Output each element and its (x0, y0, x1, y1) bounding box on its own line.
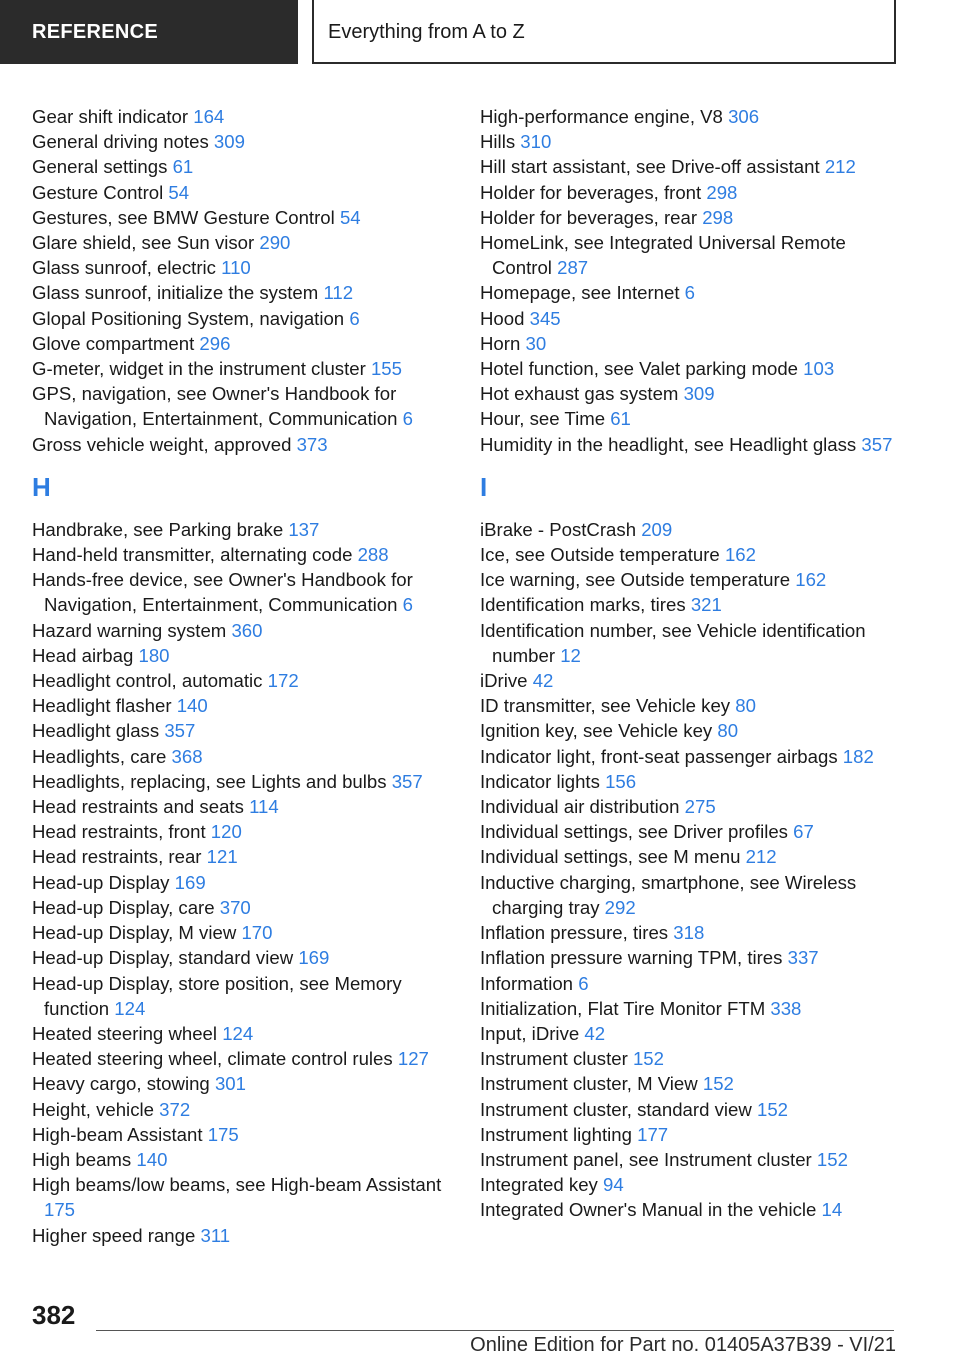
index-entry (480, 432, 900, 457)
page-reference-link[interactable]: 127 (397, 1048, 429, 1070)
index-entry-text: Instrument cluster, M View (480, 1073, 698, 1095)
index-entry-text: Homepage, see Internet (480, 282, 680, 304)
index-entry-text: Initialization, Flat Tire Monitor FTM (480, 997, 766, 1019)
index-entry-text: High beams/low beams, see High-beam Assistant (32, 1174, 442, 1196)
index-entry (480, 381, 900, 406)
page-reference-link[interactable]: 318 (673, 922, 705, 944)
index-entry-text: Inflation pressure warning TPM, tires (480, 947, 783, 969)
page-reference-link[interactable]: 6 (402, 594, 413, 616)
index-entry (32, 180, 452, 205)
index-entry (480, 945, 900, 970)
page-reference-link[interactable]: 169 (298, 947, 330, 969)
page-reference-link[interactable]: 112 (323, 282, 354, 304)
index-entry-text: Head-up Display, store position, see Memory function (32, 972, 402, 1019)
page-reference-link[interactable]: 6 (684, 282, 696, 304)
index-entry-text: Individual settings, see Driver profiles (480, 821, 788, 843)
index-entry (480, 356, 900, 381)
index-entry-text: High-beam Assistant (32, 1123, 203, 1145)
page-reference-link[interactable]: 110 (221, 257, 251, 279)
index-entry-text: iBrake - PostCrash (480, 518, 637, 540)
index-entry-text: Glove compartment (32, 332, 195, 354)
index-entry-text: Height, vehicle (32, 1098, 154, 1120)
page-reference-link[interactable]: 310 (520, 131, 552, 153)
page-reference-link[interactable]: 372 (159, 1098, 191, 1120)
index-entry (32, 255, 452, 280)
index-entry (32, 331, 452, 356)
index-entry (32, 945, 452, 970)
index-entry-text: Head restraints, rear (32, 846, 202, 868)
index-entry-text: Glass sunroof, initialize the system (32, 282, 319, 304)
page-reference-link[interactable]: 61 (610, 408, 631, 430)
index-entry-text: Head restraints, front (32, 821, 206, 843)
page-reference-link[interactable]: 296 (199, 332, 231, 354)
index-entry (480, 819, 900, 844)
edition-note: Online Edition for Part no. 01405A37B39 - VI/21 (470, 1334, 896, 1356)
page-reference-link[interactable]: 124 (114, 997, 146, 1019)
section-tab (0, 0, 298, 64)
page-reference-link[interactable]: 338 (770, 997, 802, 1019)
index-entry (32, 718, 452, 743)
page-reference-link[interactable]: 311 (200, 1224, 231, 1246)
index-entry-text: Individual settings, see M menu (480, 846, 741, 868)
page-reference-link[interactable]: 209 (641, 518, 673, 540)
index-entry (32, 895, 452, 920)
page-reference-link[interactable]: 67 (793, 821, 814, 843)
page-reference-link[interactable]: 137 (288, 518, 320, 540)
index-entry (480, 769, 900, 794)
index-entry-text: Indicator light, front-seat passenger airbags (480, 745, 838, 767)
page-reference-link[interactable]: 175 (44, 1199, 76, 1221)
page-reference-link[interactable]: 212 (824, 156, 856, 178)
index-entry-text: Inductive charging, smartphone, see Wireless charging tray (480, 871, 857, 918)
index-entry (32, 432, 452, 457)
index-entry-text: General settings (32, 156, 168, 178)
index-entry-text: Ignition key, see Vehicle key (480, 720, 713, 742)
index-entry-text: Hands-free device, see Owner's Handbook for Navigation, Entertainment, Communication (32, 569, 413, 616)
index-entry-text: Hotel function, see Valet parking mode (480, 358, 798, 380)
index-entry-text: Head-up Display, care (32, 896, 215, 918)
index-entry (32, 154, 452, 179)
index-entry-text: Indicator lights (480, 770, 600, 792)
index-entry (480, 996, 900, 1021)
page-reference-link[interactable]: 94 (603, 1174, 624, 1196)
index-letter-heading: H (32, 471, 51, 502)
index-entry (32, 280, 452, 305)
index-entry-text: Head-up Display (32, 871, 170, 893)
page-reference-link[interactable]: 170 (241, 922, 273, 944)
page-reference-link[interactable]: 212 (745, 846, 777, 868)
index-entry-text: Headlight flasher (32, 695, 172, 717)
index-entry-text: Gear shift indicator (32, 106, 189, 127)
page-reference-link[interactable]: 309 (213, 131, 245, 153)
page-reference-link[interactable]: 61 (172, 156, 194, 178)
page-reference-link[interactable]: 345 (529, 307, 561, 329)
index-entry-text: Higher speed range (32, 1224, 196, 1246)
index-entry (32, 744, 452, 769)
page-reference-link[interactable]: 180 (138, 644, 170, 666)
index-entry-text: HomeLink, see Integrated Universal Remote Control (480, 232, 846, 279)
index-entry-text: Headlight glass (32, 720, 160, 742)
index-entry-text: High beams (32, 1148, 132, 1170)
index-entry (32, 306, 452, 331)
index-entry (32, 769, 452, 794)
page-reference-link[interactable]: 290 (259, 232, 291, 254)
index-entry-text: G-meter, widget in the instrument cluster (32, 358, 366, 380)
page-reference-link[interactable]: 357 (861, 433, 893, 455)
section-label: REFERENCE (32, 21, 159, 43)
page-reference-link[interactable]: 177 (637, 1123, 669, 1145)
footer-divider (96, 1330, 894, 1331)
index-column-right (480, 104, 900, 1223)
page-reference-link[interactable]: 309 (683, 383, 715, 405)
index-entry (480, 844, 900, 869)
index-entry-text: Glare shield, see Sun visor (32, 232, 255, 254)
page-reference-link[interactable]: 114 (249, 796, 279, 818)
index-entry (480, 205, 900, 230)
page-reference-link[interactable]: 360 (231, 619, 263, 641)
page-reference-link[interactable]: 373 (296, 433, 328, 455)
index-entry (32, 1097, 452, 1122)
index-entry (480, 1021, 900, 1046)
page-reference-link[interactable]: 162 (724, 544, 756, 566)
index-entry-text: Integrated Owner's Manual in the vehicle (480, 1199, 817, 1221)
page-reference-link[interactable]: 30 (525, 332, 547, 354)
index-entry-text: Headlights, care (32, 745, 167, 767)
index-entry-text: Hood (480, 307, 525, 329)
page-reference-link[interactable]: 169 (174, 871, 206, 893)
index-entry-text: Inflation pressure, tires (480, 922, 669, 944)
page-reference-link[interactable]: 152 (632, 1048, 664, 1070)
index-entry-text: Instrument lighting (480, 1123, 632, 1145)
index-entry (32, 230, 452, 255)
page-reference-link[interactable]: 357 (164, 720, 196, 742)
index-entry (32, 1147, 452, 1172)
index-entry (480, 718, 900, 743)
index-entry (480, 129, 900, 154)
index-entry-text: Identification number, see Vehicle identification number (480, 619, 866, 666)
index-entry (32, 205, 452, 230)
index-entry (480, 1046, 900, 1071)
index-entry (32, 668, 452, 693)
page-reference-link[interactable]: 152 (702, 1073, 734, 1095)
index-entry (32, 517, 452, 542)
index-entry-text: Gross vehicle weight, approved (32, 433, 292, 455)
index-entry (480, 693, 900, 718)
page-reference-link[interactable]: 321 (690, 594, 722, 616)
page-reference-link[interactable]: 175 (207, 1123, 239, 1145)
page-reference-link[interactable]: 370 (219, 896, 251, 918)
index-entry (480, 1172, 900, 1197)
index-entry-text: Head-up Display, M view (32, 922, 237, 944)
index-entry (480, 104, 900, 129)
index-entry (480, 1071, 900, 1096)
page-reference-link[interactable]: 6 (578, 972, 589, 994)
page-reference-link[interactable]: 103 (803, 358, 835, 380)
index-entry (32, 129, 452, 154)
page-reference-link[interactable]: 42 (532, 670, 554, 692)
index-entry-text: Heated steering wheel (32, 1022, 218, 1044)
index-entry-text: Headlight control, automatic (32, 670, 263, 692)
index-entry-text: High-performance engine, V8 (480, 106, 723, 127)
page-reference-link[interactable]: 156 (605, 770, 637, 792)
index-entry-text: Gestures, see BMW Gesture Control (32, 206, 335, 228)
page-reference-link[interactable]: 6 (349, 307, 360, 329)
index-entry-text: Heated steering wheel, climate control rules (32, 1048, 393, 1070)
index-entry-text: Handbrake, see Parking brake (32, 518, 284, 540)
index-entry (32, 971, 452, 1021)
index-entry (480, 542, 900, 567)
index-entry (32, 1046, 452, 1071)
page-reference-link[interactable]: 124 (222, 1022, 254, 1044)
page-reference-link[interactable]: 14 (821, 1199, 843, 1221)
page-reference-link[interactable]: 54 (339, 206, 361, 228)
index-entry (32, 643, 452, 668)
page-reference-link[interactable]: 54 (168, 181, 190, 203)
page-reference-link[interactable]: 298 (706, 181, 738, 203)
index-entry-text: Horn (480, 332, 521, 354)
index-entry (480, 744, 900, 769)
page-reference-link[interactable]: 292 (604, 896, 636, 918)
index-entry (480, 567, 900, 592)
index-entry-text: Hand-held transmitter, alternating code (32, 544, 353, 566)
page-reference-link[interactable]: 140 (176, 695, 208, 717)
page-reference-link[interactable]: 42 (584, 1022, 606, 1044)
index-entry-text: Ice, see Outside temperature (480, 544, 720, 566)
index-entry (32, 794, 452, 819)
index-entry (480, 592, 900, 617)
index-entry-text: Identification marks, tires (480, 594, 686, 616)
page-reference-link[interactable]: 120 (210, 821, 242, 843)
index-entry-text: Head restraints and seats (32, 796, 244, 818)
page-header (312, 0, 896, 64)
index-entry-text: iDrive (480, 670, 528, 692)
page-title: Everything from A to Z (328, 21, 525, 43)
index-entry (480, 180, 900, 205)
index-entry-text: Humidity in the headlight, see Headlight glass (480, 433, 857, 455)
index-entry (32, 381, 452, 431)
index-entry-text: Holder for beverages, front (480, 181, 702, 203)
index-entry-text: Individual air distribution (480, 796, 680, 818)
index-entry-text: Glass sunroof, electric (32, 257, 216, 279)
index-entry-text: Integrated key (480, 1174, 598, 1196)
page-reference-link[interactable]: 140 (136, 1148, 168, 1170)
index-entry (480, 230, 900, 280)
index-entry-text: Ice warning, see Outside temperature (480, 569, 791, 591)
index-entry-text: Hills (480, 131, 516, 153)
index-entry (32, 567, 452, 617)
index-entry (480, 668, 900, 693)
page-reference-link[interactable]: 288 (357, 544, 389, 566)
index-entry-text: Information (480, 972, 574, 994)
page-number: 382 (32, 1300, 76, 1330)
index-entry-text: Hot exhaust gas system (480, 383, 679, 405)
index-entry (32, 1223, 452, 1248)
index-entry (32, 1021, 452, 1046)
index-entry (480, 154, 900, 179)
index-entry (480, 331, 900, 356)
page-reference-link[interactable]: 121 (206, 846, 238, 868)
page-reference-link[interactable]: 287 (557, 257, 589, 279)
index-entry-text: Headlights, replacing, see Lights and bulbs (32, 770, 387, 792)
index-entry-text: Gesture Control (32, 181, 164, 203)
index-letter-heading: I (480, 471, 488, 502)
index-entry-text: Heavy cargo, stowing (32, 1073, 210, 1095)
page-reference-link[interactable]: 80 (735, 695, 756, 717)
index-entry (480, 1097, 900, 1122)
index-entry-text: Head-up Display, standard view (32, 947, 294, 969)
index-entry (32, 104, 452, 129)
index-entry (480, 306, 900, 331)
index-entry-text: ID transmitter, see Vehicle key (480, 695, 731, 717)
index-entry (32, 1071, 452, 1096)
index-entry-text: Instrument cluster, standard view (480, 1098, 752, 1120)
page-reference-link[interactable]: 152 (756, 1098, 789, 1120)
index-entry (32, 356, 452, 381)
page-reference-link[interactable]: 301 (214, 1073, 246, 1095)
index-entry (32, 1172, 452, 1222)
index-entry-text: Glopal Positioning System, navigation (32, 307, 345, 329)
index-entry-text: Holder for beverages, rear (480, 206, 698, 228)
page-reference-link[interactable]: 298 (702, 206, 734, 228)
index-entry (32, 693, 452, 718)
index-entry (480, 1147, 900, 1172)
index-entry (480, 406, 900, 431)
index-entry (32, 1122, 452, 1147)
index-entry-text: General driving notes (32, 131, 209, 153)
index-entry-text: Head airbag (32, 644, 134, 666)
index-entry-text: Hour, see Time (480, 408, 606, 430)
index-entry (480, 618, 900, 668)
page-reference-link[interactable]: 162 (795, 569, 827, 591)
index-column-left (32, 104, 452, 1248)
page-reference-link[interactable]: 368 (171, 745, 203, 767)
index-entry (32, 542, 452, 567)
index-entry-text: Instrument cluster (480, 1048, 628, 1070)
page-reference-link[interactable]: 182 (842, 745, 874, 767)
page-reference-link[interactable]: 172 (267, 670, 299, 692)
page-reference-link[interactable]: 12 (560, 644, 581, 666)
index-entry-text: Hill start assistant, see Drive-off assistant (480, 156, 820, 178)
index-entry-text: GPS, navigation, see Owner's Handbook for Navigation, Entertainment, Communication (32, 383, 398, 430)
page-reference-link[interactable]: 155 (370, 358, 402, 380)
page-reference-link[interactable]: 337 (787, 947, 819, 969)
page-reference-link[interactable]: 152 (816, 1148, 848, 1170)
index-entry (480, 517, 900, 542)
index-entry-text: Input, iDrive (480, 1022, 580, 1044)
index-entry (32, 920, 452, 945)
index-entry (32, 618, 452, 643)
page-reference-link[interactable]: 306 (728, 106, 760, 127)
index-entry (480, 280, 900, 305)
index-entry (32, 844, 452, 869)
page-reference-link[interactable]: 80 (717, 720, 739, 742)
page-reference-link[interactable]: 164 (193, 106, 225, 127)
index-entry (480, 920, 900, 945)
page-reference-link[interactable]: 357 (391, 770, 423, 792)
index-entry (480, 794, 900, 819)
index-entry-text: Instrument panel, see Instrument cluster (480, 1148, 812, 1170)
index-entry (480, 1122, 900, 1147)
page-reference-link[interactable]: 275 (684, 796, 716, 818)
page-reference-link[interactable]: 6 (402, 408, 413, 430)
index-entry-text: Hazard warning system (32, 619, 227, 641)
index-entry (32, 819, 452, 844)
index-entry (480, 971, 900, 996)
index-entry (480, 870, 900, 920)
index-entry (480, 1197, 900, 1222)
index-entry (32, 870, 452, 895)
